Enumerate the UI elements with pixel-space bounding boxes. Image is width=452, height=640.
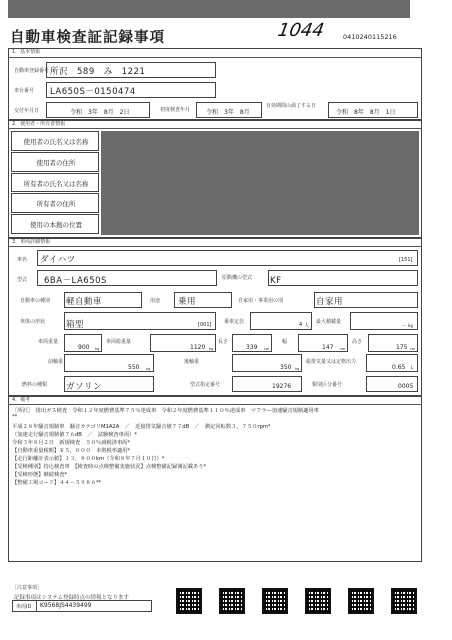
model-label: 型式 <box>17 277 28 283</box>
height-unit: cm <box>410 347 416 351</box>
business-label: 自家用・事業用の別 <box>238 298 284 304</box>
use-label: 用途 <box>150 298 161 304</box>
maker-value: ダイハツ <box>40 255 76 265</box>
vehicle-id-label: 車両ID <box>16 604 32 610</box>
gross-value: 1120 <box>190 344 206 351</box>
weight-unit: kg <box>95 347 100 351</box>
maker-label: 車名 <box>17 257 28 263</box>
rear-box <box>232 354 302 372</box>
issue-label: 交付年月日 <box>14 108 40 114</box>
gross-label: 車両総重量 <box>106 339 132 345</box>
type-approval-value: 19276 <box>272 383 292 390</box>
remark-line: 平成２８年騒音規制車 騒音カテゴリM1A2A ／ 近接排気騒音値７７dB ／ 測定回転数３，７５０rpm* <box>12 424 271 430</box>
notice-heading: ［注意事項］ <box>12 585 43 591</box>
maker-code: [151] <box>399 257 413 263</box>
front-value: 550 <box>128 364 140 371</box>
top-redaction-bar <box>8 0 410 18</box>
remark-line: （加速走行騒音規制値７６dB ／ 試験検査車両）* <box>12 432 137 438</box>
fuel-label: 燃料の種類 <box>22 382 48 388</box>
fuel-value: ガソリン <box>66 382 103 392</box>
page-title: 自動車検査証記録事項 <box>10 30 165 46</box>
qr-code-5 <box>348 588 374 614</box>
category-value: 0005 <box>398 383 414 390</box>
front-label: 前軸重 <box>48 359 64 365</box>
use-value: 乗用 <box>178 297 197 307</box>
category-label: 類別区分番号 <box>312 382 343 388</box>
type-approval-label: 型式指定番号 <box>190 382 221 388</box>
reg-label: 自動車登録番号 <box>14 68 50 74</box>
capacity-unit: 人 <box>304 323 310 329</box>
remark-line: ** <box>12 414 18 420</box>
engine-label: 原動機の型式 <box>222 275 253 281</box>
remark-line: 【受検形態】継続検査* <box>12 472 68 478</box>
maxload-label: 最大積載量 <box>316 319 342 325</box>
width-unit: cm <box>340 347 346 351</box>
displacement-label: 総排気量又は定格出力 <box>306 359 357 365</box>
document-code: 0410240115216 <box>343 33 397 41</box>
displacement-value: 0.65 <box>392 364 406 371</box>
vin-label: 車台番号 <box>14 88 35 94</box>
remarks-heading: 4．備考 <box>12 397 31 403</box>
engine-value: KF <box>270 276 282 286</box>
maxload-unit: kg <box>408 323 413 328</box>
length-unit: cm <box>264 347 270 351</box>
model-value: 6BA－LA650S <box>44 276 107 286</box>
engine-box <box>268 270 418 286</box>
qr-code-6 <box>391 588 417 614</box>
displacement-unit: L <box>411 365 414 370</box>
vehicle-id-value: K9568JS4439499 <box>40 602 92 609</box>
owner-info-redaction <box>101 131 419 235</box>
rear-value: 350 <box>280 364 292 371</box>
owner-row-label: 使用者の住所 <box>36 158 76 167</box>
qr-code-4 <box>305 588 331 614</box>
maker-box <box>37 250 418 266</box>
body-code: [001] <box>198 322 212 328</box>
first-reg-value: 令和 3年 8月 <box>206 109 250 116</box>
body-label: 車体の形状 <box>20 319 46 325</box>
height-label: 高さ <box>352 339 363 345</box>
gross-box <box>150 334 216 352</box>
issue-value: 令和 3年 8月 2日 <box>70 109 130 116</box>
body-value: 箱型 <box>66 320 85 330</box>
owner-row-label: 所有者の氏名又は名称 <box>23 179 89 188</box>
notice-text: 記録事項はシステム登録時点の情報となります <box>14 595 129 601</box>
remark-line: 【整備工場コード】４４－５９８６** <box>12 480 102 486</box>
remark-line: 令和３年８月２日 新規検査 ５０％減税済車両* <box>12 440 131 446</box>
owner-row-label: 使用の本拠の位置 <box>30 221 82 230</box>
expiry-label: 有効期間の満了する日 <box>266 103 317 109</box>
remark-line: ［所沢］ 排出ガス検査 令和１２年度燃費基準７５％達成車 令和２年度燃費基準１１０％達成車 マフラー加速騒音規制適用車 <box>12 408 319 414</box>
qr-code-3 <box>262 588 288 614</box>
weight-value: 900 <box>78 344 90 351</box>
section1-heading: 1．基本情報 <box>12 49 41 55</box>
qr-code-2 <box>219 588 245 614</box>
width-value: 147 <box>322 344 334 351</box>
width-label: 幅 <box>282 339 288 345</box>
section2-heading: 2．使用者・所有者情報 <box>12 121 66 127</box>
qr-code-1 <box>176 588 202 614</box>
weight-label: 車両重量 <box>38 339 59 345</box>
front-unit: kg <box>146 367 151 371</box>
business-value: 自家用 <box>316 297 344 307</box>
length-value: 339 <box>246 344 258 351</box>
kind-label: 自動車の種別 <box>20 298 51 304</box>
capacity-box <box>250 312 312 330</box>
handwritten-number: 1044 <box>276 20 326 41</box>
section3-heading: 3．車両詳細情報 <box>12 239 51 245</box>
expiry-value: 令和 8年 8月 1日 <box>336 109 396 116</box>
rear-label: 後軸重 <box>184 359 200 365</box>
body-box <box>64 312 216 330</box>
owner-row-label: 所有者の住所 <box>36 200 76 209</box>
type-approval-box <box>232 376 302 392</box>
remark-line: 【自動車重量税額】￥５，０００ 本則税率適用* <box>12 448 131 454</box>
length-label: 長さ <box>218 339 229 345</box>
first-reg-label: 初度検査年月 <box>160 107 191 113</box>
owner-row-label: 使用者の氏名又は名称 <box>23 138 89 146</box>
remark-line: 【走行距離計表示値】１３，８００km（令和８年７月１０日）* <box>12 456 165 462</box>
vin-value: LA650S－0150474 <box>50 87 136 97</box>
kind-value: 軽自動車 <box>66 297 103 307</box>
rear-unit: kg <box>295 367 300 371</box>
reg-value: 所沢 589 み 1221 <box>50 67 146 77</box>
capacity-label: 乗車定員 <box>224 319 245 325</box>
remark-line: 【受検種別】持込検査車 【検査時の点検整備実施状況】点検整備記録簿記載あり* <box>12 464 207 470</box>
gross-unit: kg <box>209 347 214 351</box>
capacity-value: 4 <box>299 322 303 328</box>
maxload-value: － <box>402 323 408 329</box>
height-value: 175 <box>396 344 408 351</box>
front-box <box>64 354 154 372</box>
